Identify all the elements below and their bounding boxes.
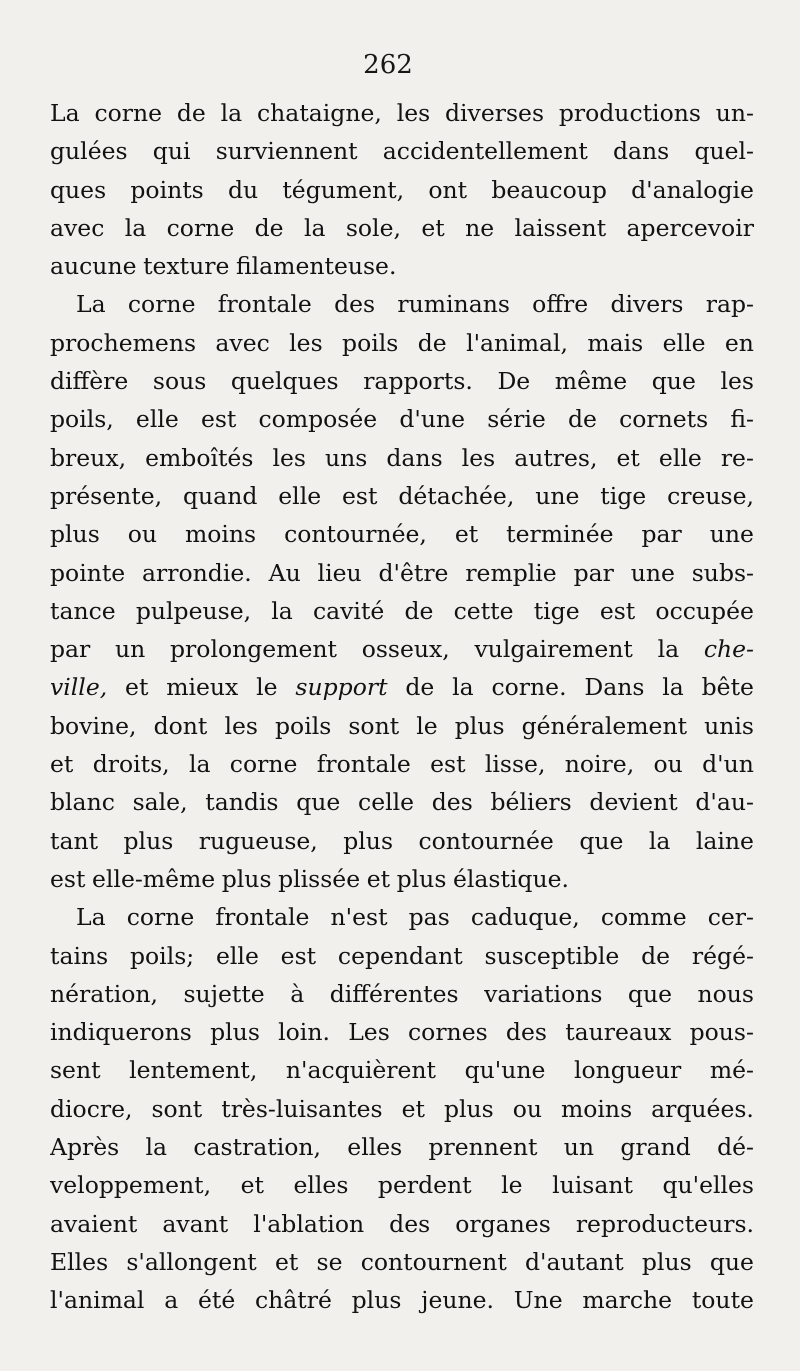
word: contournée, <box>284 520 427 549</box>
word: de <box>254 213 284 242</box>
word: plus <box>221 864 272 893</box>
word: tige <box>600 481 647 510</box>
word: sont <box>348 711 400 740</box>
word: productions <box>558 99 701 127</box>
word: dé- <box>717 1133 754 1162</box>
text-line <box>50 1205 754 1243</box>
word: nération, <box>50 979 158 1008</box>
word: présente, <box>50 481 163 510</box>
word: moins <box>560 1094 633 1123</box>
text-line <box>50 285 754 323</box>
word: poils <box>342 328 399 357</box>
word: d'une <box>399 405 466 434</box>
word: une <box>709 520 754 549</box>
word: elle <box>216 941 259 970</box>
word: sale, <box>132 788 188 817</box>
word: différentes <box>329 979 459 1008</box>
word: plus <box>351 1286 402 1315</box>
word: sujette <box>183 979 265 1008</box>
word: support <box>295 673 388 702</box>
word: régé- <box>691 941 754 970</box>
word: elle-même <box>92 864 216 893</box>
word: toute <box>691 1286 754 1315</box>
word: d'être <box>378 558 449 587</box>
word: remplie <box>465 558 557 587</box>
word: est <box>50 864 86 893</box>
word: cornets <box>619 405 709 434</box>
text-line <box>50 1243 754 1281</box>
text-line <box>50 592 754 630</box>
word: des <box>431 788 473 817</box>
word: que <box>296 788 341 817</box>
word: un- <box>715 99 754 127</box>
word: ou <box>653 750 683 779</box>
word: points <box>130 175 204 204</box>
word: moins <box>184 520 257 549</box>
word: les <box>396 99 431 127</box>
word: terminée <box>506 520 614 549</box>
word: même <box>554 367 628 396</box>
word: frontale <box>217 290 312 319</box>
word: Au <box>268 558 301 587</box>
word: quand <box>183 481 258 510</box>
word: la <box>220 99 243 127</box>
word: sole, <box>345 213 401 242</box>
word: bête <box>701 673 754 702</box>
word: la <box>657 635 680 664</box>
word: Dans <box>584 673 645 702</box>
word: mais <box>587 328 644 357</box>
word: la <box>303 213 326 242</box>
word: plus <box>210 1018 260 1047</box>
word: les <box>289 328 323 357</box>
word: d'autant <box>524 1247 624 1276</box>
word: subs- <box>691 558 754 587</box>
word: l'ablation <box>253 1209 365 1238</box>
word: est <box>430 750 466 779</box>
word: des <box>505 1018 547 1047</box>
word: uns <box>324 443 368 472</box>
word: des <box>334 290 376 319</box>
text-line <box>50 707 754 745</box>
word: Une <box>513 1286 563 1315</box>
word: blanc <box>50 788 115 817</box>
word: diocre, <box>50 1094 133 1123</box>
page-number: 262 <box>363 50 413 80</box>
word: cer- <box>707 903 754 932</box>
word: est <box>200 405 237 434</box>
word: dans <box>386 443 443 472</box>
word: série <box>487 405 546 434</box>
word: ne <box>465 213 495 242</box>
word: surviennent <box>215 137 358 166</box>
word: un <box>563 1133 595 1162</box>
word: la <box>662 673 684 702</box>
word: castration, <box>193 1133 321 1162</box>
word: prolongement <box>170 635 337 664</box>
word: de <box>404 596 434 625</box>
word: de <box>176 99 206 127</box>
word: généralement <box>521 711 688 740</box>
word: pointe <box>50 558 126 587</box>
word: tance <box>50 596 116 625</box>
word: plus <box>123 826 174 855</box>
word: et <box>274 1247 299 1276</box>
word: caduque, <box>470 903 580 932</box>
word: jeune. <box>421 1286 494 1315</box>
word: pulpeuse, <box>135 596 252 625</box>
word: la <box>145 1133 168 1162</box>
word: luisant <box>552 1171 633 1200</box>
word: cependant <box>337 941 463 970</box>
word: occupée <box>655 596 754 625</box>
word: creuse, <box>667 481 754 510</box>
word: et <box>421 213 445 242</box>
word: comme <box>600 903 687 932</box>
text-line <box>50 822 754 860</box>
text-line <box>50 1090 754 1128</box>
text-line <box>50 668 754 706</box>
word: che- <box>703 635 754 664</box>
word: avant <box>162 1209 229 1238</box>
word: longueur <box>574 1056 682 1085</box>
text-line <box>50 898 754 936</box>
word: emboîtés <box>145 443 254 472</box>
word: plus <box>396 864 447 893</box>
word: cette <box>453 596 514 625</box>
word: corne <box>229 750 298 779</box>
word: laissent <box>514 213 607 242</box>
word: organes <box>455 1209 551 1238</box>
word: qui <box>152 137 191 166</box>
text-line <box>50 1128 754 1166</box>
word: taureaux <box>565 1018 672 1047</box>
text-line <box>50 554 754 592</box>
word: diffère <box>50 367 129 396</box>
word: été <box>197 1286 236 1315</box>
word: laine <box>695 826 754 855</box>
word: divers <box>610 290 684 319</box>
word: arquées. <box>651 1094 754 1123</box>
word: diverses <box>445 99 545 127</box>
word: marche <box>582 1286 673 1315</box>
word: frontale <box>316 750 411 779</box>
word: et <box>50 750 74 779</box>
text-line <box>50 515 754 553</box>
text-line <box>50 324 754 362</box>
word: avec <box>215 328 270 357</box>
text-line <box>50 975 754 1013</box>
word: rapports. <box>363 367 473 396</box>
word: accidentellement <box>382 137 588 166</box>
word: le <box>256 673 278 702</box>
word: par <box>573 558 614 587</box>
text-line <box>50 745 754 783</box>
word: châtré <box>254 1286 332 1315</box>
paragraph <box>50 94 754 285</box>
word: reproducteurs. <box>575 1209 754 1238</box>
word: une <box>630 558 675 587</box>
word: la <box>124 213 147 242</box>
text-line <box>50 860 754 898</box>
word: ruminans <box>397 290 510 319</box>
word: de <box>567 405 597 434</box>
text-line <box>50 247 754 285</box>
word: ont <box>428 175 468 204</box>
word: que <box>709 1247 754 1276</box>
word: corne <box>126 903 195 932</box>
word: celle <box>358 788 415 817</box>
word: qu'elles <box>662 1171 754 1200</box>
word: de <box>417 328 447 357</box>
word: osseux, <box>361 635 450 664</box>
word: les <box>272 443 306 472</box>
word: et <box>240 1171 264 1200</box>
word: le <box>501 1171 523 1200</box>
word: pous- <box>689 1018 754 1047</box>
word: dans <box>612 137 670 166</box>
word: offre <box>532 290 589 319</box>
word: elle <box>135 405 179 434</box>
word: nous <box>697 979 754 1008</box>
word: très-luisantes <box>221 1094 383 1123</box>
text-line <box>50 439 754 477</box>
word: poils <box>275 711 332 740</box>
word: d'un <box>702 750 754 779</box>
word: et <box>401 1094 425 1123</box>
word: Les <box>348 1018 390 1047</box>
word: est <box>599 596 636 625</box>
word: plissée <box>278 864 361 893</box>
word: arrondie. <box>142 558 252 587</box>
word: élastique. <box>452 864 569 893</box>
word: gulées <box>50 137 128 166</box>
text-line <box>50 477 754 515</box>
word: quel- <box>694 137 754 166</box>
word: elle <box>658 443 702 472</box>
word: de <box>405 673 435 702</box>
word: est <box>342 481 378 510</box>
word: et <box>125 673 149 702</box>
word: mé- <box>709 1056 754 1085</box>
word: corne <box>166 213 235 242</box>
word: la <box>452 673 474 702</box>
word: contournent <box>360 1247 507 1276</box>
word: filamenteuse. <box>235 252 397 281</box>
word: que <box>627 979 673 1008</box>
word: tandis <box>205 788 279 817</box>
word: que <box>579 826 624 855</box>
word: quelques <box>230 367 339 396</box>
word: ques <box>50 175 107 204</box>
word: elles <box>347 1133 403 1162</box>
word: chataigne, <box>257 99 382 127</box>
text-line <box>50 1013 754 1051</box>
word: n'est <box>330 903 388 932</box>
word: une <box>535 481 580 510</box>
word: tégument, <box>282 175 405 204</box>
word: tant <box>50 826 99 855</box>
word: prochemens <box>50 328 197 357</box>
word: poils; <box>129 941 195 970</box>
word: cavité <box>312 596 385 625</box>
word: a <box>164 1286 179 1315</box>
word: veloppement, <box>50 1171 212 1200</box>
word: lieu <box>317 558 362 587</box>
word: rap- <box>705 290 754 319</box>
word: détachée, <box>398 481 515 510</box>
word: plus <box>443 1094 494 1123</box>
word: sent <box>50 1056 101 1085</box>
word: contournée <box>418 826 554 855</box>
word: qu'une <box>464 1056 546 1085</box>
word: des <box>389 1209 431 1238</box>
word: les <box>224 711 258 740</box>
word: plus <box>641 1247 692 1276</box>
word: plus <box>50 520 100 549</box>
word: d'analogie <box>631 175 754 204</box>
paragraph <box>50 898 754 1319</box>
word: s'allongent <box>126 1247 257 1276</box>
word: tige <box>533 596 580 625</box>
word: la <box>648 826 671 855</box>
word: unis <box>704 711 754 740</box>
word: tains <box>50 941 109 970</box>
word: ou <box>127 520 158 549</box>
word: plus <box>343 826 394 855</box>
word: frontale <box>215 903 310 932</box>
word: prennent <box>428 1133 538 1162</box>
word: noire, <box>564 750 635 779</box>
word: les <box>461 443 496 472</box>
word: la <box>188 750 211 779</box>
word: indiquerons <box>50 1018 192 1047</box>
word: cornes <box>408 1018 488 1047</box>
word: dont <box>153 711 208 740</box>
word: poils, <box>50 405 114 434</box>
word: vulgairement <box>474 635 633 664</box>
word: re- <box>720 443 754 472</box>
word: et <box>616 443 640 472</box>
text-line <box>50 630 754 668</box>
word: sont <box>151 1094 203 1123</box>
word: du <box>227 175 259 204</box>
paragraph <box>50 285 754 898</box>
word: lentement, <box>129 1056 258 1085</box>
word: La <box>50 99 80 127</box>
word: La <box>76 903 106 932</box>
word: un <box>115 635 146 664</box>
word: lisse, <box>484 750 546 779</box>
word: et <box>454 520 479 549</box>
word: corne. <box>491 673 567 702</box>
text-line <box>50 209 754 247</box>
word: avaient <box>50 1209 138 1238</box>
word: rugueuse, <box>198 826 318 855</box>
word: n'acquièrent <box>285 1056 436 1085</box>
word: par <box>50 635 91 664</box>
text-line <box>50 937 754 975</box>
word: est <box>280 941 317 970</box>
word: bovine, <box>50 711 137 740</box>
word: que <box>651 367 696 396</box>
word: autres, <box>514 443 598 472</box>
word: ou <box>512 1094 542 1123</box>
text-line <box>50 400 754 438</box>
word: droits, <box>92 750 170 779</box>
word: La <box>76 290 106 319</box>
body-text <box>50 94 754 1320</box>
word: Après <box>50 1133 120 1162</box>
word: corne <box>94 99 163 127</box>
text-line <box>50 362 754 400</box>
word: elle <box>278 481 322 510</box>
word: aucune <box>50 252 137 281</box>
word: apercevoir <box>626 213 754 242</box>
word: l'animal, <box>466 328 568 357</box>
word: par <box>641 520 682 549</box>
text-line <box>50 94 754 132</box>
word: de <box>641 941 671 970</box>
word: avec <box>50 213 105 242</box>
text-line <box>50 1166 754 1204</box>
word: texture <box>143 252 230 281</box>
word: le <box>416 711 438 740</box>
word: breux, <box>50 443 127 472</box>
word: les <box>720 367 754 396</box>
word: en <box>724 328 754 357</box>
word: variations <box>484 979 603 1008</box>
word: la <box>271 596 293 625</box>
word: l'animal <box>50 1286 145 1315</box>
text-line <box>50 783 754 821</box>
word: perdent <box>377 1171 472 1200</box>
word: pas <box>408 903 450 932</box>
word: devient <box>589 788 678 817</box>
word: fi- <box>730 405 754 434</box>
word: se <box>316 1247 343 1276</box>
word: béliers <box>490 788 572 817</box>
word: plus <box>454 711 505 740</box>
text-line <box>50 1051 754 1089</box>
text-line <box>50 1281 754 1319</box>
word: De <box>497 367 531 396</box>
word: Elles <box>50 1247 109 1276</box>
text-line <box>50 132 754 170</box>
word: beaucoup <box>491 175 607 204</box>
word: elle <box>662 328 706 357</box>
word: mieux <box>166 673 239 702</box>
word: ville, <box>50 673 108 702</box>
word: d'au- <box>695 788 754 817</box>
word: et <box>366 864 391 893</box>
word: grand <box>620 1133 691 1162</box>
word: à <box>290 979 305 1008</box>
word: corne <box>127 290 196 319</box>
word: elles <box>293 1171 349 1200</box>
word: loin. <box>278 1018 330 1047</box>
word: susceptible <box>484 941 620 970</box>
text-line <box>50 171 754 209</box>
word: sous <box>152 367 207 396</box>
word: composée <box>258 405 378 434</box>
